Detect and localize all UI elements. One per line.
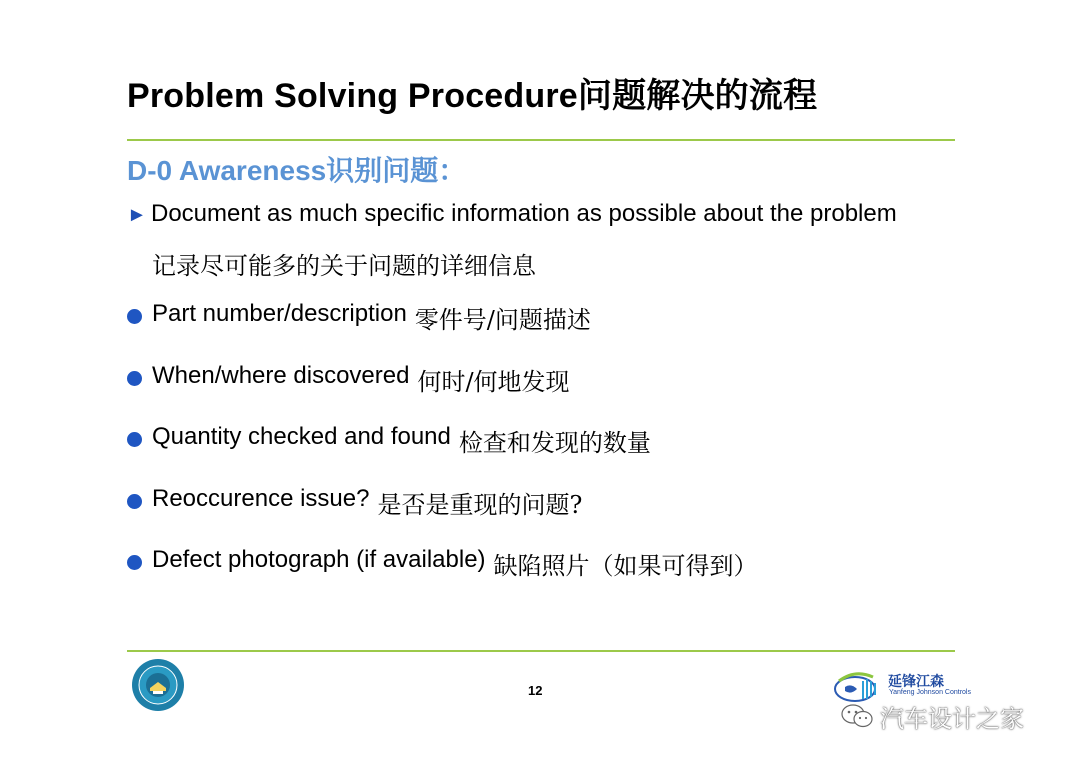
bullet-text-en: When/where discovered	[152, 361, 410, 389]
bullet-text-cn: 零件号/问题描述	[414, 306, 591, 334]
bullet-text-cn: 检查和发现的数量	[458, 429, 651, 457]
company-name: 延锋江森	[888, 673, 944, 689]
bullet-text-en: Quantity checked and found	[152, 423, 451, 450]
bottom-divider	[127, 650, 955, 652]
top-divider	[127, 139, 955, 141]
list-item	[127, 423, 758, 485]
bullet-text-en: Reoccurence issue?	[152, 484, 370, 512]
page-number: 12	[528, 683, 543, 698]
page-title: Problem Solving Procedure问题解决的流程	[127, 77, 818, 115]
lead-text-cn: 记录尽可能多的关于问题的详细信息	[152, 252, 536, 280]
triangle-bullet-icon: ►	[127, 204, 147, 226]
list-item	[127, 546, 758, 608]
bullet-dot-icon	[127, 555, 142, 570]
bullet-text-en: Defect photograph (if available)	[152, 546, 486, 573]
bullet-dot-icon	[127, 432, 142, 447]
watermark-text: 汽车设计之家	[880, 705, 1024, 733]
bullet-text-cn: 何时/何地发现	[417, 367, 570, 396]
company-name-en: Yanfeng Johnson Controls	[889, 689, 971, 696]
list-item	[127, 362, 758, 424]
bullet-text-cn: 是否是重现的问题?	[377, 490, 583, 519]
bullet-text-cn: 缺陷照片（如果可得到）	[493, 552, 758, 580]
lead-point	[127, 200, 897, 228]
bullet-dot-icon	[127, 494, 142, 509]
bullet-list	[127, 300, 758, 608]
lead-text-en: Document as much specific information as possible about the problem	[151, 200, 897, 227]
bullet-dot-icon	[127, 371, 142, 386]
list-item	[127, 485, 758, 547]
section-subtitle: D-0 Awareness识别问题：	[127, 155, 467, 186]
wechat-icon	[840, 702, 874, 730]
college-seal-icon	[131, 658, 185, 712]
bullet-text-en: Part number/description	[152, 300, 407, 327]
bullet-dot-icon	[127, 309, 142, 324]
list-item	[127, 300, 758, 362]
watermark	[840, 700, 1024, 732]
